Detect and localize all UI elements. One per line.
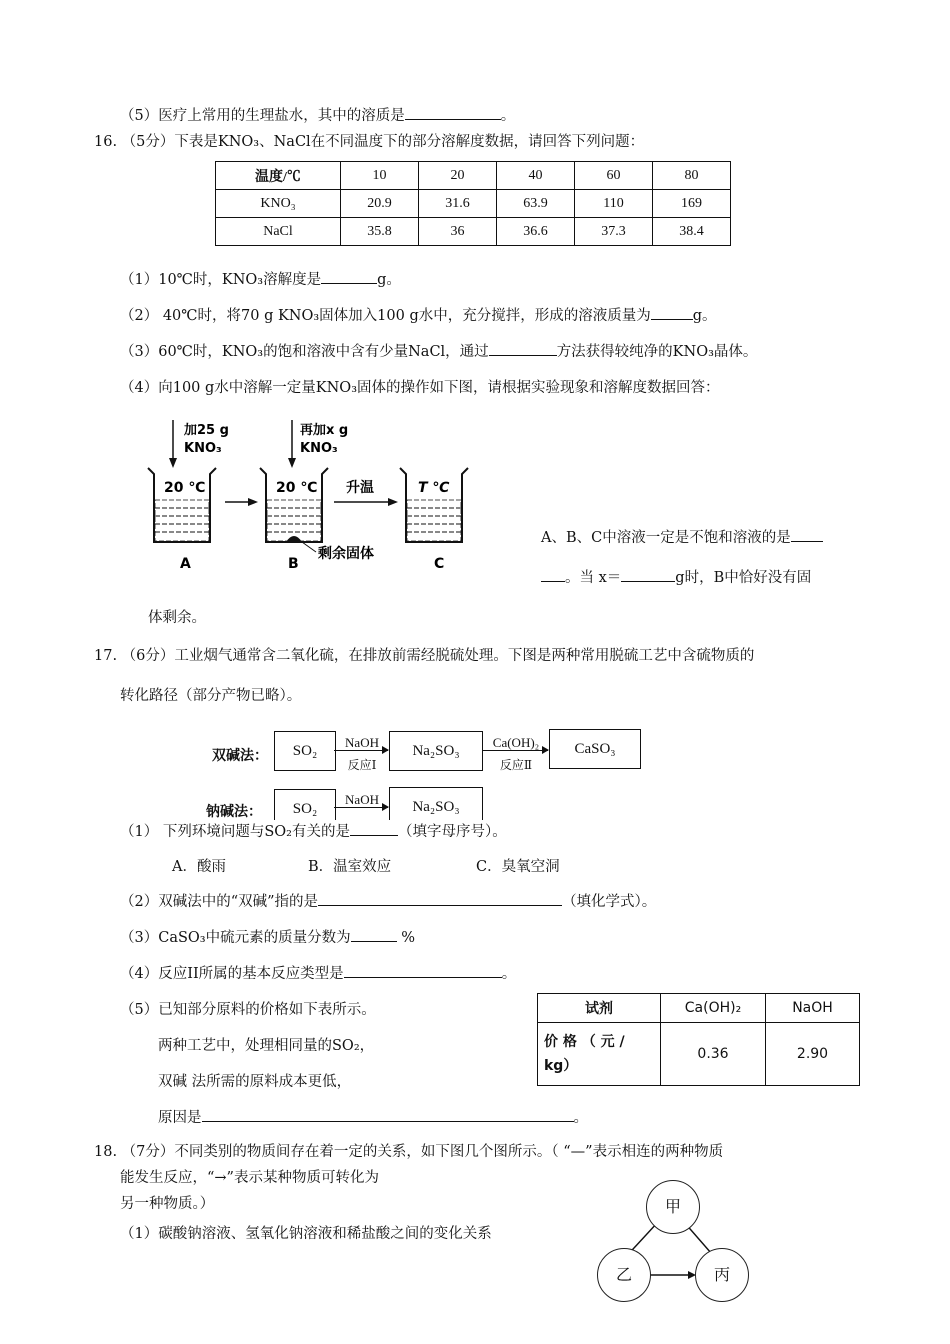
table-row [538, 1023, 860, 1086]
q16-stem: 16. （5分）下表是KNO₃、NaCl在不同温度下的部分溶解度数据，请回答下列问题： [94, 134, 645, 150]
arrowhead [248, 498, 258, 506]
table-cell: 110 [575, 190, 653, 218]
table-header-cell: Ca(OH)₂ [661, 994, 766, 1023]
reaction-arrow [334, 750, 388, 751]
table-row-label: 价 格 （ 元 / kg） [538, 1023, 661, 1086]
q17-item5: （5）已知部分原料的价格如下表所示。 [120, 1002, 376, 1018]
answer-blank[interactable] [318, 891, 562, 906]
q16-item2: （2） 40℃时，将70 g KNO₃固体加入100 g水中，充分搅拌，形成的溶液质量为 g。 [120, 304, 717, 325]
so2-box: SO₂ [274, 789, 336, 829]
add1-label: 加25 g [184, 423, 229, 438]
answer-blank[interactable] [351, 927, 397, 942]
answer-blank[interactable] [350, 821, 398, 836]
arrowhead [288, 458, 296, 468]
beaker-c [400, 468, 468, 542]
reaction-arrow [482, 750, 548, 751]
so2-box: SO₂ [274, 731, 336, 771]
beaker-label: A [180, 556, 191, 572]
answer-blank[interactable] [405, 105, 501, 120]
caso3-box: CaSO₃ [549, 729, 641, 769]
q16-answer-line3: 体剩余。 [148, 610, 206, 626]
answer-blank[interactable] [541, 567, 565, 582]
arrowhead [542, 746, 549, 754]
table-cell: 37.3 [575, 218, 653, 246]
answer-blank[interactable] [321, 269, 377, 284]
price-table [537, 993, 860, 1086]
answer-blank[interactable] [651, 305, 693, 320]
method-sodium-alkali: 钠碱法： [206, 804, 262, 820]
q17-item4: （4）反应II所属的基本反应类型是 。 [120, 962, 516, 983]
q17-item5-line4: 原因是 。 [158, 1106, 588, 1127]
table-row [216, 190, 731, 218]
beaker-temp: T ℃ [418, 480, 450, 496]
table-header-cell: 10 [341, 162, 419, 190]
node-jia: 甲 [646, 1180, 700, 1234]
answer-blank[interactable] [621, 567, 675, 582]
beaker-label: C [434, 556, 445, 572]
option-b: B．温室效应 [308, 859, 392, 875]
table-cell: 2.90 [766, 1023, 860, 1086]
node-bing: 丙 [695, 1248, 749, 1302]
table-cell: 35.8 [341, 218, 419, 246]
arrowhead [388, 498, 398, 506]
q16-answer-line2: 。当 x＝ g时，B中恰好没有固 [541, 566, 811, 587]
add2-label: KNO₃ [300, 441, 338, 456]
option-a: A．酸雨 [172, 859, 226, 875]
table-cell: 31.6 [419, 190, 497, 218]
reagent-label: Ca(OH)₂ [492, 735, 540, 750]
q16-item3: （3）60℃时，KNO₃的饱和溶液中含有少量NaCl，通过 方法获得较纯净的KNO₃晶体。 [120, 340, 757, 361]
reaction-label: 反应Ⅱ [499, 758, 533, 772]
reaction-arrow [334, 807, 388, 808]
q16-item1: （1）10℃时，KNO₃溶解度是 g。 [120, 268, 401, 289]
table-cell: 0.36 [661, 1023, 766, 1086]
dissolution-figure [140, 412, 480, 582]
table-header-cell: 试剂 [538, 994, 661, 1023]
beaker-label: B [288, 556, 299, 572]
table-cell: 36.6 [497, 218, 575, 246]
arrowhead [382, 803, 389, 811]
table-header-cell: 20 [419, 162, 497, 190]
table-header-cell: NaOH [766, 994, 860, 1023]
reagent-label: NaOH [345, 792, 379, 807]
q18-stem: 18. （7分）不同类别的物质间存在着一定的关系，如下图几个图所示。（ “—”表示相连的两种物质 [94, 1144, 724, 1160]
add1-label: KNO₃ [184, 441, 222, 456]
q16-item4: （4）向100 g水中溶解一定量KNO₃固体的操作如下图，请根据实验现象和溶解度数据回答： [120, 380, 720, 396]
reagent-label: NaOH [345, 735, 379, 750]
table-cell: 38.4 [653, 218, 731, 246]
na2so3-box: Na₂SO₃ [389, 787, 483, 827]
table-cell: 36 [419, 218, 497, 246]
q15-item5: （5）医疗上常用的生理盐水，其中的溶质是 。 [120, 104, 515, 125]
heat-label: 升温 [346, 480, 374, 496]
table-cell: KNO₃ [216, 190, 341, 218]
table-header-cell: 温度/℃ [216, 162, 341, 190]
table-cell: NaCl [216, 218, 341, 246]
table-cell: 169 [653, 190, 731, 218]
q17-item2: （2）双碱法中的“双碱”指的是 （填化学式）。 [120, 890, 656, 911]
residue-label: 剩余固体 [318, 546, 374, 562]
q17-stem: 17. （6分）工业烟气通常含二氧化硫，在排放前需经脱硫处理。下图是两种常用脱硫工艺中含硫物质的 [94, 648, 755, 664]
q18-item1: （1）碳酸钠溶液、氢氧化钠溶液和稀盐酸之间的变化关系 [120, 1226, 492, 1242]
answer-blank[interactable] [202, 1107, 574, 1122]
solubility-table [215, 161, 731, 246]
table-header-cell: 40 [497, 162, 575, 190]
q17-item1: （1） 下列环境问题与SO₂有关的是 （填字母序号）。 [120, 820, 507, 841]
beaker-b [260, 468, 328, 542]
table-header-cell: 80 [653, 162, 731, 190]
q17-stem: 转化路径（部分产物已略）。 [120, 688, 302, 704]
arrowhead [169, 458, 177, 468]
na2so3-box: Na₂SO₃ [389, 731, 483, 771]
answer-blank[interactable] [344, 963, 502, 978]
answer-blank[interactable] [489, 341, 557, 356]
table-cell: 20.9 [341, 190, 419, 218]
answer-blank[interactable] [791, 527, 823, 542]
arrowhead [382, 746, 389, 754]
table-row [216, 162, 731, 190]
beaker-a [148, 468, 216, 542]
beaker-temp: 20 ℃ [164, 480, 206, 496]
node-yi: 乙 [597, 1248, 651, 1302]
option-c: C．臭氧空洞 [476, 859, 560, 875]
beaker-temp: 20 ℃ [276, 480, 318, 496]
table-cell: 63.9 [497, 190, 575, 218]
add2-label: 再加x g [300, 423, 349, 438]
q17-item5-line2: 两种工艺中，处理相同量的SO₂， [158, 1038, 375, 1054]
method-double-alkali: 双碱法： [212, 748, 268, 764]
q18-stem: 能发生反应，“→”表示某种物质可转化为 [120, 1170, 379, 1186]
q18-stem: 另一种物质。） [120, 1196, 215, 1212]
table-row [216, 218, 731, 246]
q16-answer-line1: A、B、C中溶液一定是不饱和溶液的是 [541, 526, 823, 547]
q17-item5-line3: 双碱 法所需的原料成本更低， [158, 1074, 352, 1090]
table-row [538, 994, 860, 1023]
residue-solid [286, 536, 302, 542]
reaction-label: 反应Ⅰ [347, 758, 377, 772]
q17-item3: （3）CaSO₃中硫元素的质量分数为 % [120, 926, 415, 947]
table-header-cell: 60 [575, 162, 653, 190]
